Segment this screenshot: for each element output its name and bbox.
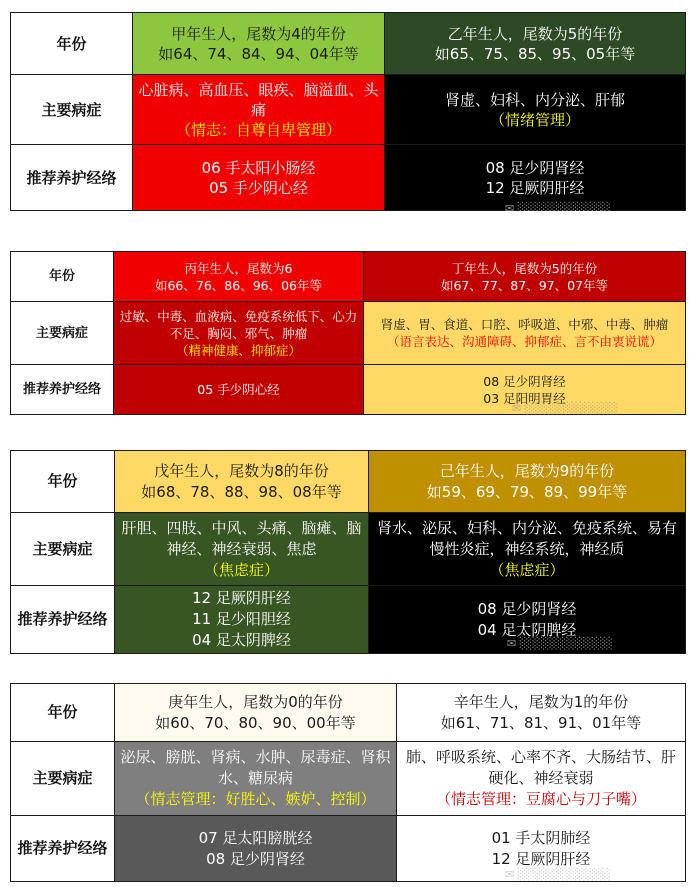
meridian-item: 08 足少阴肾经 [485, 158, 585, 177]
disease-text: 肺、呼吸系统、心率不齐、大肠结节、肝硬化、神经衰弱 [405, 748, 676, 787]
cell-meridian-xin [397, 816, 686, 882]
disease-text: 心脏病、高血压、眼疾、脑溢血、头痛 [138, 80, 379, 119]
year-text: 甲年生人，尾数为4的年份 [171, 24, 346, 43]
year-text: 辛年生人，尾数为1的年份 [453, 692, 629, 711]
meridian-item: 12 足厥阴肝经 [192, 589, 291, 607]
row-label-disease: 主要病症 [11, 742, 115, 816]
cell-meridian-wu [115, 586, 369, 654]
year-examples: 如68、78、88、98、08年等 [141, 482, 342, 501]
watermark: ✉ ░░░░░░░░░░░ [505, 202, 611, 215]
disease-text: 泌尿、膀胱、肾病、水肿、尿毒症、肾积水、糖尿病 [120, 748, 391, 787]
cell-year-wu [115, 451, 369, 513]
year-examples: 如64、74、84、94、04年等 [158, 44, 359, 63]
year-text: 丁年生人，尾数为5的年份 [451, 260, 598, 276]
table-block-geng-xin [10, 683, 686, 882]
emotion-note: （情绪管理） [489, 110, 580, 129]
disease-text: 肾虚、胃、食道、口腔、呼吸道、中邪、中毒、肿瘤 [380, 317, 669, 332]
watermark: ✉ ░░░░░░░░░░░ [512, 402, 618, 415]
cell-meridian-bing [114, 365, 364, 415]
meridian-item: 07 足太阳膀胱经 [198, 828, 313, 847]
cell-year-xin [397, 684, 686, 742]
emotion-note: （语言表达、沟通障碍、抑郁症、言不由衷说谎） [386, 334, 662, 349]
emotion-note: （情志：自尊自卑管理） [175, 120, 341, 139]
year-examples: 如60、70、80、90、00年等 [155, 713, 356, 732]
meridian-item: 11 足少阳胆经 [192, 610, 291, 628]
meridian-item: 08 足少阴肾经 [483, 373, 566, 389]
year-examples: 如65、75、85、95、05年等 [434, 44, 636, 63]
cell-disease-xin [397, 742, 686, 816]
cell-disease-yi [385, 75, 686, 145]
year-text: 己年生人，尾数为9的年份 [439, 461, 615, 480]
cell-year-ji [369, 451, 686, 513]
table-block-jia-yi [10, 12, 686, 211]
emotion-note: （情志管理：豆腐心与刀子嘴） [435, 790, 646, 808]
watermark: ✉ ░░░░░░░░░░░ [507, 637, 613, 650]
cell-disease-bing [114, 302, 364, 365]
emotion-note: （精神健康、抑郁症） [175, 342, 301, 358]
watermark: ✉ ░░░░░░░░░░░ [505, 868, 611, 881]
row-label-meridian: 推荐养护经络 [11, 816, 115, 882]
cell-meridian-ding [364, 365, 686, 415]
meridian-item: 04 足太阴脾经 [192, 631, 291, 649]
row-label-disease: 主要病症 [11, 302, 114, 365]
year-text: 乙年生人，尾数为5的年份 [447, 24, 623, 43]
cell-meridian-yi [385, 145, 686, 211]
cell-disease-wu [115, 513, 369, 586]
year-text: 丙年生人，尾数为6 [184, 260, 293, 276]
disease-text: 肝胆、四肢、中风、头痛、脑瘫、脑神经、神经衰弱、焦虑 [121, 518, 362, 558]
cell-disease-geng [115, 742, 397, 816]
row-label-year: 年份 [11, 684, 115, 742]
cell-meridian-geng [115, 816, 397, 882]
year-examples: 如67、77、87、97、07年等 [440, 277, 609, 293]
table-block-bing-ding [10, 251, 686, 415]
meridian-item: 03 足阳明胃经 [483, 390, 566, 406]
row-label-meridian: 推荐养护经络 [11, 145, 133, 211]
meridian-item: 08 足少阴肾经 [206, 849, 305, 868]
meridian-item: 05 手少阴心经 [197, 382, 280, 397]
table-block-wu-ji [10, 450, 686, 654]
cell-year-jia [133, 13, 385, 75]
row-label-year: 年份 [11, 13, 133, 75]
year-examples: 如61、71、81、91、01年等 [440, 713, 642, 732]
cell-meridian-ji [369, 586, 686, 654]
disease-text: 过敏、中毒、血液病、免疫系统低下、心力不足、胸闷、邪气、肿瘤 [119, 308, 358, 341]
cell-year-geng [115, 684, 397, 742]
row-label-disease: 主要病症 [11, 513, 115, 586]
disease-text: 肾虚、妇科、内分泌、肝郁 [444, 90, 625, 109]
cell-disease-ji [369, 513, 686, 586]
meridian-item: 05 手少阴心经 [209, 178, 308, 197]
cell-meridian-jia [133, 145, 385, 211]
row-label-disease: 主要病症 [11, 75, 133, 145]
year-examples: 如66、76、86、96、06年等 [154, 277, 323, 293]
meridian-item: 08 足少阴肾经 [477, 599, 577, 618]
cell-disease-jia [133, 75, 385, 145]
row-label-year: 年份 [11, 252, 114, 302]
cell-year-ding [364, 252, 686, 302]
meridian-item: 06 手太阳小肠经 [201, 158, 316, 177]
emotion-note: （焦虑症） [203, 560, 279, 579]
cell-year-yi [385, 13, 686, 75]
meridian-item: 12 足厥阴肝经 [485, 178, 585, 197]
year-text: 庚年生人，尾数为0的年份 [168, 692, 343, 711]
year-examples: 如59、69、79、89、99年等 [426, 482, 628, 501]
row-label-meridian: 推荐养护经络 [11, 586, 115, 654]
emotion-note: （焦虑症） [489, 560, 565, 579]
meridian-item: 01 手太阴肺经 [491, 828, 591, 847]
emotion-note: （情志管理：好胜心、嫉妒、控制） [135, 790, 376, 808]
meridian-item: 04 足太阴脾经 [477, 620, 577, 639]
cell-disease-ding [364, 302, 686, 365]
row-label-year: 年份 [11, 451, 115, 513]
row-label-meridian: 推荐养护经络 [11, 365, 114, 415]
disease-text: 肾水、泌尿、妇科、内分泌、免疫系统、易有慢性炎症，神经系统，神经质 [376, 518, 677, 558]
year-text: 戊年生人，尾数为8的年份 [154, 461, 329, 480]
cell-year-bing [114, 252, 364, 302]
meridian-item: 12 足厥阴肝经 [491, 849, 591, 868]
